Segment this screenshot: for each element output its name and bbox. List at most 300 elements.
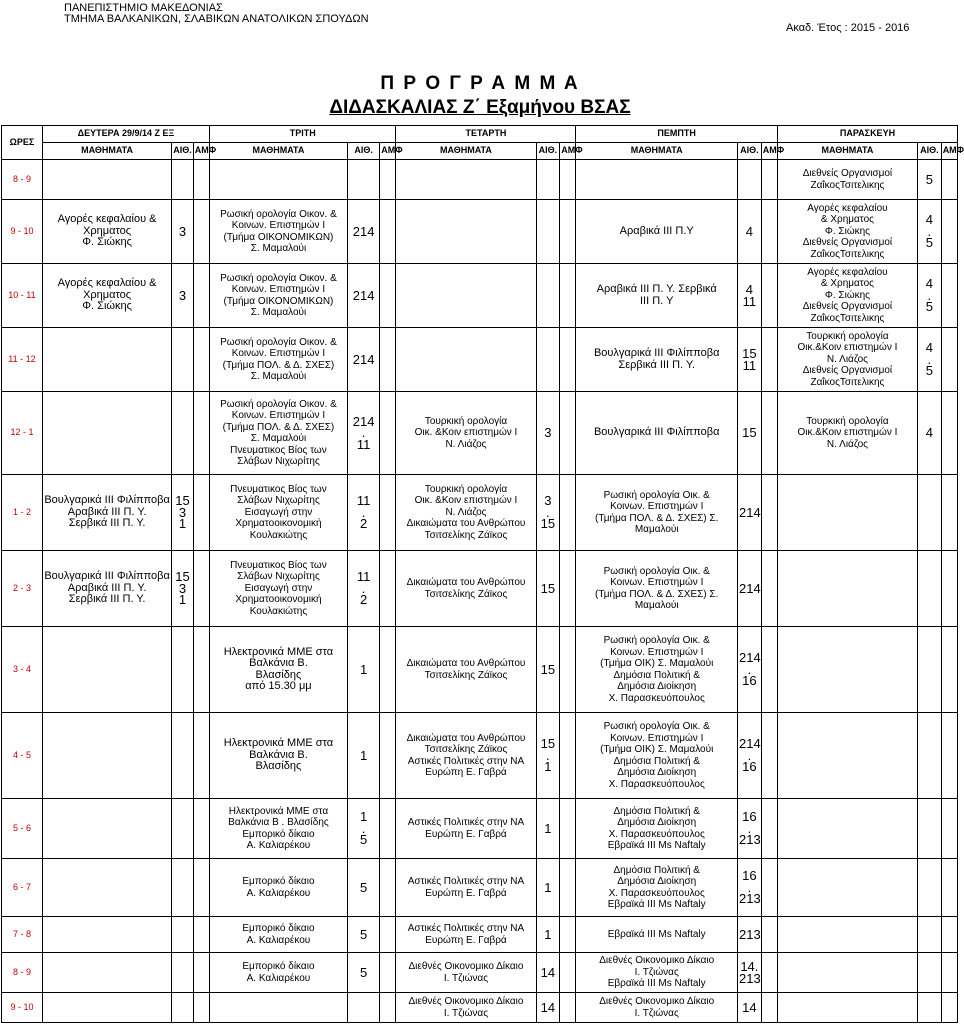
course-line: (Τμήμα ΠΟΛ. & Δ. ΣΧΕΣ) Σ. <box>595 588 719 600</box>
course-line: Αστικές Πολιτικές στην ΝΑ <box>407 923 525 934</box>
course-line: Σλάβων Νιχωρίτης <box>237 495 320 507</box>
room-cell: 14 <box>536 953 560 993</box>
room-cell: 214 <box>347 264 379 328</box>
course-line: Διεθνές Οικονομικο Δίκαιο <box>408 996 524 1007</box>
room-line: . <box>747 747 752 763</box>
room-cell <box>738 627 762 713</box>
course-line: Διεθνείς Οργανισμοί <box>802 301 893 313</box>
room-line: 213 <box>739 970 761 986</box>
course-line: Βαλκάνια Β. <box>249 657 308 669</box>
course-line: Αγορές κεφαλαίου & <box>57 277 157 290</box>
course-line: Χρηματος <box>83 288 132 301</box>
course-cell <box>396 392 536 475</box>
course-line: Βλασίδης <box>255 760 302 773</box>
room-line: 3 <box>178 504 187 520</box>
course-line: Χρηματος <box>83 224 132 237</box>
hour-cell: 5 - 6 <box>2 799 43 859</box>
course-line: ΖαΐκοςΤσιτελικης <box>810 248 885 260</box>
course-line: Χρηματοοικονομική <box>235 518 322 530</box>
room-cell <box>917 200 941 264</box>
course-cell <box>777 160 917 200</box>
course-line: Χρηματοοικονομική <box>235 594 322 606</box>
page-subtitle: ΔΙΔΑΣΚΑΛΙΑΣ Ζ΄ Εξαμήνου ΒΣΑΣ <box>329 97 631 118</box>
course-line: Σ. Μαμαλούι <box>250 433 307 444</box>
course-cell <box>576 917 738 953</box>
course-cell <box>777 200 917 264</box>
course-cell <box>576 993 738 1023</box>
col-room: ΑΙΘ. <box>536 143 560 160</box>
col-course: ΜΑΘΗΜΑΤΑ <box>576 143 738 160</box>
room-cell: 14 <box>738 993 762 1023</box>
course-line: Κοινων. Επιστημών Ι <box>610 646 704 658</box>
course-cell <box>396 713 536 799</box>
room-line: 11 <box>356 436 371 452</box>
university-name: ΠΑΝΕΠΙΣΤΗΜΙΟ ΜΑΚΕΔΟΝΙΑΣ <box>64 2 223 14</box>
col-course: ΜΑΘΗΜΑΤΑ <box>777 143 917 160</box>
room-cell <box>347 799 379 859</box>
col-amf: ΑΜΦ <box>560 143 576 160</box>
room-line: 15 <box>540 736 556 752</box>
academic-year: Ακαδ. Έτος : 2015 - 2016 <box>786 22 910 34</box>
day-tuesday: ΤΡΙΤΗ <box>209 126 395 143</box>
course-line: Εμπορικό δίκαιο <box>242 876 315 887</box>
course-line: Τουρκική ορολογία <box>806 415 889 427</box>
room-line: 214 <box>352 413 375 429</box>
room-line: 11 <box>742 293 757 309</box>
course-line: Βαλκάνια Β . Βλασίδης <box>228 817 329 828</box>
hour-cell: 6 - 7 <box>2 859 43 917</box>
table-row <box>2 713 958 799</box>
room-line: 214 <box>739 650 761 666</box>
room-line: 3 <box>544 493 552 509</box>
course-line: Ν. Λιάζος <box>445 506 487 518</box>
page-title: Π Ρ Ο Γ Ρ Α Μ Μ Α <box>380 73 580 94</box>
course-line: Δημόσια Διοίκηση <box>617 767 697 778</box>
course-cell <box>209 627 347 713</box>
column-header-row <box>2 143 958 160</box>
course-line: Φ. Σιώκης <box>82 300 132 313</box>
course-line: & Χρηματος <box>820 214 874 226</box>
table-row <box>2 328 958 392</box>
course-line: Τσιτσελίκης Ζάϊκος <box>424 669 508 681</box>
room-cell: 1 <box>347 713 379 799</box>
room-line: . <box>546 504 550 520</box>
hour-cell: 11 - 12 <box>2 328 43 392</box>
room-cell: 3 <box>172 200 194 264</box>
course-line: Εβραϊκά ΙΙΙ Ms Naftaly <box>607 978 706 990</box>
room-line: 15 <box>175 493 190 509</box>
col-course: ΜΑΘΗΜΑΤΑ <box>42 143 171 160</box>
course-cell <box>209 475 347 551</box>
course-line: (Τμήμα ΠΟΛ. & Δ. ΣΧΕΣ) Σ. <box>595 512 719 524</box>
room-cell: 214 <box>347 200 379 264</box>
course-cell <box>576 551 738 627</box>
room-cell: 15 <box>536 551 560 627</box>
room-line: 214 <box>739 736 761 752</box>
table-row <box>2 264 958 328</box>
course-line: Δημόσια Πολιτική & <box>613 864 700 876</box>
course-line: Ν. Λιάζος <box>826 438 868 450</box>
course-line: & Χρηματος <box>820 278 874 290</box>
course-line: Ηλεκτρονικά ΜΜΕ στα <box>223 737 334 750</box>
course-cell <box>209 200 347 264</box>
course-line: ΖαΐκοςΤσιτελικης <box>810 179 885 191</box>
course-cell <box>396 859 536 917</box>
room-cell <box>738 953 762 993</box>
hour-cell: 4 - 5 <box>2 713 43 799</box>
room-line: 4 <box>745 282 753 297</box>
course-line: Αραβικά ΙΙΙ Π. Υ. <box>67 505 147 518</box>
course-line: Ευρώπη Ε. Γαβρά <box>425 828 507 840</box>
room-cell: 1 <box>347 627 379 713</box>
course-line: Ι. Τζιώνας <box>634 966 679 978</box>
room-cell <box>172 551 194 627</box>
course-line: Εβραϊκά ΙΙΙ Ms Naftaly <box>607 899 706 910</box>
room-line: 5 <box>925 235 933 251</box>
course-line: Βουλγαρικά ΙΙΙ Φιλίπποβα <box>593 347 720 359</box>
course-line: Δημόσια Διοίκηση <box>617 681 697 692</box>
course-line: Τουρκική ορολογία <box>424 415 508 427</box>
room-cell: 213 <box>738 917 762 953</box>
hour-cell: 9 - 10 <box>2 200 43 264</box>
room-line: 213 <box>739 891 761 907</box>
col-amf: ΑΜΦ <box>761 143 777 160</box>
room-cell <box>917 264 941 328</box>
course-line: Σερβικά ΙΙΙ Π. Υ. <box>68 593 146 606</box>
course-line: Ρωσική ορολογία Οικ. & <box>603 721 710 732</box>
table-row <box>2 200 958 264</box>
course-line: Αγορές κεφαλαίου & <box>57 213 157 226</box>
room-cell: 214 <box>347 328 379 392</box>
course-cell <box>576 953 738 993</box>
course-line: Διεθνείς Οργανισμοί <box>802 168 893 179</box>
course-cell <box>209 953 347 993</box>
room-cell: 214 <box>738 475 762 551</box>
course-cell <box>576 328 738 392</box>
course-line: Σ. Μαμαλούι <box>250 243 307 254</box>
room-line: 2 <box>359 592 368 608</box>
course-cell <box>209 392 347 475</box>
institution-header <box>64 3 369 25</box>
hour-cell: 7 - 8 <box>2 917 43 953</box>
room-line: 15 <box>175 569 190 585</box>
course-line: ΖαΐκοςΤσιτελικης <box>810 376 885 388</box>
course-line: Ρωσική ορολογία Οικ. & <box>603 565 710 577</box>
course-line: Δικαιώματα του Ανθρώπου <box>406 732 526 744</box>
room-line: . <box>754 959 759 974</box>
course-line: Δικαιώματα του Ανθρώπου <box>406 658 526 669</box>
course-cell <box>396 627 536 713</box>
room-line: 4 <box>925 340 933 356</box>
course-line: (Τμήμα ΟΙΚ) Σ. Μαμαλούι <box>600 744 714 755</box>
course-cell <box>576 200 738 264</box>
room-cell: 3 <box>172 264 194 328</box>
course-line: Εμπορικό δίκαιο <box>242 828 315 840</box>
course-line: (Τμήμα ΟΙΚΟΝΟΜΙΚΩΝ) <box>223 295 334 307</box>
course-line: Α. Καλιαρέκου <box>246 934 311 946</box>
col-amf: ΑΜΦ <box>941 143 957 160</box>
room-line: 16 <box>742 809 757 825</box>
course-line: Βουλγαρικά ΙΙΙ Φιλίπποβα <box>593 426 720 439</box>
hour-cell: 8 - 9 <box>2 160 43 200</box>
course-cell <box>777 392 917 475</box>
room-line: 3 <box>178 580 187 596</box>
room-line: 16 <box>742 673 757 689</box>
hour-cell: 2 - 3 <box>2 551 43 627</box>
day-thursday: ΠΕΜΠΤΗ <box>576 126 778 143</box>
table-row <box>2 551 958 627</box>
course-line: Σερβικά ΙΙΙ Π. Υ. <box>618 358 695 371</box>
room-cell: 5 <box>347 953 379 993</box>
course-line: από 15.30 μμ <box>245 680 312 692</box>
course-line: Σερβικά ΙΙΙ Π. Υ. <box>68 517 146 530</box>
course-line: Κοινων. Επιστημών Ι <box>610 501 704 512</box>
course-cell <box>209 551 347 627</box>
course-cell <box>777 264 917 328</box>
course-line: Δικαιώματα του Ανθρώπου <box>406 518 526 530</box>
course-cell <box>209 859 347 917</box>
room-line: 4 <box>925 276 933 292</box>
course-line: Διεθνές Οικονομικο Δίκαιο <box>599 955 715 967</box>
room-cell: 1 <box>536 859 560 917</box>
course-line: Ρωσική ορολογία Οικον. & <box>220 336 337 348</box>
room-cell <box>738 799 762 859</box>
course-line: Ρωσική ορολογία Οικον. & <box>220 208 337 220</box>
room-line: . <box>927 351 932 367</box>
course-cell <box>777 328 917 392</box>
col-room: ΑΙΘ. <box>738 143 762 160</box>
course-line: (Τμήμα ΠΟΛ. & Δ. ΣΧΕΣ) <box>222 359 335 371</box>
course-line: Τσιτσελίκης Ζάϊκος <box>424 744 508 755</box>
course-line: Ευρώπη Ε. Γαβρά <box>425 887 507 899</box>
course-cell <box>396 993 536 1023</box>
room-line: . <box>361 820 366 836</box>
course-line: Κοινων. Επιστημών Ι <box>610 577 704 588</box>
course-line: Διεθνές Οικονομικο Δίκαιο <box>599 996 715 1007</box>
room-line: 213 <box>739 832 761 848</box>
room-line: 14 <box>740 959 755 974</box>
course-line: Οικ. &Κοιν επιστημών Ι <box>414 495 518 507</box>
course-line: Ευρώπη Ε. Γαβρά <box>425 767 507 778</box>
course-line: Α. Καλιαρέκου <box>246 840 311 851</box>
room-line: 1 <box>178 592 187 608</box>
room-cell <box>347 392 379 475</box>
course-line: Τσιτσελίκης Ζάϊκος <box>424 588 508 600</box>
room-line: . <box>927 223 932 239</box>
table-row <box>2 475 958 551</box>
room-line: 4 <box>925 212 933 228</box>
col-course: ΜΑΘΗΜΑΤΑ <box>209 143 347 160</box>
room-cell <box>347 551 379 627</box>
course-line: Κουλακιώτης <box>249 605 308 617</box>
course-line: Ι. Τζιώνας <box>634 1007 679 1019</box>
course-cell <box>209 917 347 953</box>
room-cell: 5 <box>917 160 941 200</box>
course-cell <box>42 475 171 551</box>
course-line: (Τμήμα ΟΙΚ) Σ. Μαμαλούι <box>600 658 714 669</box>
course-line: Εβραϊκά ΙΙΙ Ms Naftaly <box>607 928 706 940</box>
room-line: 11 <box>356 569 371 585</box>
course-cell <box>396 953 536 993</box>
course-cell <box>42 551 171 627</box>
course-line: Ηλεκτρονικά ΜΜΕ στα <box>223 645 334 658</box>
course-line: Χ. Παρασκευόπουλος <box>608 887 705 899</box>
course-line: Ηλεκτρονικά ΜΜΕ στα <box>228 805 329 817</box>
table-row <box>2 917 958 953</box>
col-course: ΜΑΘΗΜΑΤΑ <box>396 143 536 160</box>
course-line: Πνευματικος Βίος των <box>230 483 327 495</box>
room-cell: 15 <box>536 627 560 713</box>
hour-cell: 3 - 4 <box>2 627 43 713</box>
course-line: Φ. Σιώκης <box>82 236 132 249</box>
course-line: Αγορές κεφαλαίου <box>807 266 888 278</box>
room-line: 5 <box>359 832 368 848</box>
course-cell <box>576 392 738 475</box>
room-cell: 214 <box>738 551 762 627</box>
course-line: Ι. Τζιώνας <box>443 972 489 984</box>
room-line: 11 <box>356 493 371 509</box>
room-line: . <box>361 580 366 596</box>
room-line: 11 <box>742 357 757 373</box>
col-room: ΑΙΘ. <box>917 143 941 160</box>
course-line: Βαλκάνια Β. <box>249 748 308 761</box>
col-room: ΑΙΘ. <box>172 143 194 160</box>
course-line: Βουλγαρικά ΙΙΙ Φιλίπποβα <box>44 494 170 507</box>
room-line: 5 <box>925 299 933 315</box>
course-line: Δημόσια Πολιτική & <box>613 669 700 681</box>
course-line: Δικαιώματα του Ανθρώπου <box>406 577 526 588</box>
course-cell <box>576 799 738 859</box>
course-line: Σ. Μαμαλούι <box>250 371 307 382</box>
course-line: Ν. Λιάζος <box>445 438 487 450</box>
course-line: Χ. Παρασκευόπουλος <box>608 828 705 840</box>
room-line: 5 <box>925 363 933 379</box>
course-line: Σλάβων Νιχωρίτης <box>237 571 320 583</box>
room-cell: 1 <box>536 917 560 953</box>
course-line: Εμπορικό δίκαιο <box>242 961 315 972</box>
course-line: Αραβικά ΙΙΙ Π.Υ <box>619 224 694 237</box>
course-cell <box>42 264 171 328</box>
department-name: ΤΜΗΜΑ ΒΑΛΚΑΝΙΚΩΝ, ΣΛΑΒΙΚΩΝ ΑΝΑΤΟΛΙΚΩΝ ΣΠΟΥΔΩΝ <box>64 13 369 25</box>
course-line: Διεθνείς Οργανισμοί <box>802 365 893 377</box>
room-line: . <box>747 820 752 836</box>
course-line: Δημόσια Διοίκηση <box>617 876 697 887</box>
course-line: Κοινων. Επιστημών Ι <box>231 348 326 359</box>
day-header-row <box>2 126 958 143</box>
course-line: Αραβικά ΙΙΙ Π. Υ. Σερβικά <box>596 283 717 295</box>
course-line: Οικ. &Κοιν επιστημών Ι <box>414 427 518 439</box>
course-line: Ευρώπη Ε. Γαβρά <box>425 934 507 946</box>
day-wednesday: ΤΕΤΑΡΤΗ <box>396 126 576 143</box>
course-line: Αστικές Πολιτικές στην ΝΑ <box>407 755 525 767</box>
room-cell: 1 <box>536 799 560 859</box>
course-cell <box>396 917 536 953</box>
course-line: Τσιτσελίκης Ζάϊκος <box>424 529 508 541</box>
room-cell <box>917 328 941 392</box>
course-line: Διεθνείς Οργανισμοί <box>802 237 893 249</box>
room-line: 16 <box>742 759 757 775</box>
room-cell <box>738 859 762 917</box>
course-cell <box>396 475 536 551</box>
course-line: Κοινων. Επιστημών Ι <box>231 410 326 421</box>
col-amf: ΑΜΦ <box>380 143 396 160</box>
course-cell <box>576 859 738 917</box>
day-friday: ΠΑΡΑΣΚΕΥΗ <box>777 126 957 143</box>
col-room: ΑΙΘ. <box>347 143 379 160</box>
course-line: Δημόσια Πολιτική & <box>613 805 700 817</box>
course-line: Δημόσια Πολιτική & <box>613 755 700 767</box>
room-cell <box>738 713 762 799</box>
room-cell: 14 <box>536 993 560 1023</box>
course-line: Τουρκική ορολογία <box>424 483 508 495</box>
room-line: 1 <box>544 759 552 775</box>
table-row <box>2 953 958 993</box>
course-line: Εβραϊκά ΙΙΙ Ms Naftaly <box>607 840 706 851</box>
course-cell <box>576 627 738 713</box>
room-line: 15 <box>540 516 556 532</box>
course-cell <box>396 799 536 859</box>
room-line: 1 <box>178 516 187 532</box>
course-line: Βουλγαρικά ΙΙΙ Φιλίπποβα <box>44 570 170 583</box>
course-cell <box>576 264 738 328</box>
room-line: 16 <box>742 868 757 884</box>
course-line: Μαμαλούι <box>634 524 679 535</box>
room-cell <box>738 328 762 392</box>
course-line: Διεθνές Οικονομικο Δίκαιο <box>408 961 524 972</box>
course-cell <box>42 200 171 264</box>
room-cell: 4 <box>917 392 941 475</box>
course-line: Πνευματικος Βίος των <box>230 444 327 456</box>
room-cell <box>738 264 762 328</box>
course-line: Ρωσική ορολογία Οικον. & <box>220 272 337 284</box>
course-cell <box>209 264 347 328</box>
table-row <box>2 160 958 200</box>
room-cell <box>536 713 560 799</box>
course-line: Πνευματικος Βίος των <box>230 559 327 571</box>
course-line: Αστικές Πολιτικές στην ΝΑ <box>407 876 525 887</box>
course-line: Σ. Μαμαλούι <box>250 307 307 318</box>
course-line: Εισαγωγή στην <box>244 582 313 594</box>
course-line: Οικ.&Κοιν επιστημών Ι <box>797 342 898 354</box>
course-line: Κουλακιώτης <box>249 529 308 541</box>
course-line: Αστικές Πολιτικές στην ΝΑ <box>407 817 525 828</box>
course-line: Αραβικά ΙΙΙ Π. Υ. <box>67 581 147 594</box>
course-cell <box>209 328 347 392</box>
room-line: . <box>361 504 366 520</box>
course-line: Κοινων. Επιστημών Ι <box>231 220 326 231</box>
room-line: 1 <box>359 809 368 825</box>
room-line: . <box>546 747 550 763</box>
course-line: Φ. Σιώκης <box>824 225 871 237</box>
course-line: Ι. Τζιώνας <box>443 1007 489 1019</box>
table-row <box>2 392 958 475</box>
course-line: Χ. Παρασκευόπουλος <box>608 692 705 704</box>
hour-cell: 1 - 2 <box>2 475 43 551</box>
room-cell: 4 <box>738 200 762 264</box>
hour-cell: 9 - 10 <box>2 993 43 1023</box>
room-line: . <box>927 287 932 303</box>
hour-cell: 8 - 9 <box>2 953 43 993</box>
room-cell: 5 <box>347 917 379 953</box>
course-line: Α. Καλιαρέκου <box>246 972 311 984</box>
room-line: . <box>747 879 752 895</box>
hours-header: ΩΡΕΣ <box>2 126 43 160</box>
course-line: Δημόσια Διοίκηση <box>617 817 697 828</box>
room-cell <box>172 475 194 551</box>
course-line: Κοινων. Επιστημών Ι <box>231 284 326 295</box>
room-cell <box>536 475 560 551</box>
schedule-table <box>1 125 964 1023</box>
